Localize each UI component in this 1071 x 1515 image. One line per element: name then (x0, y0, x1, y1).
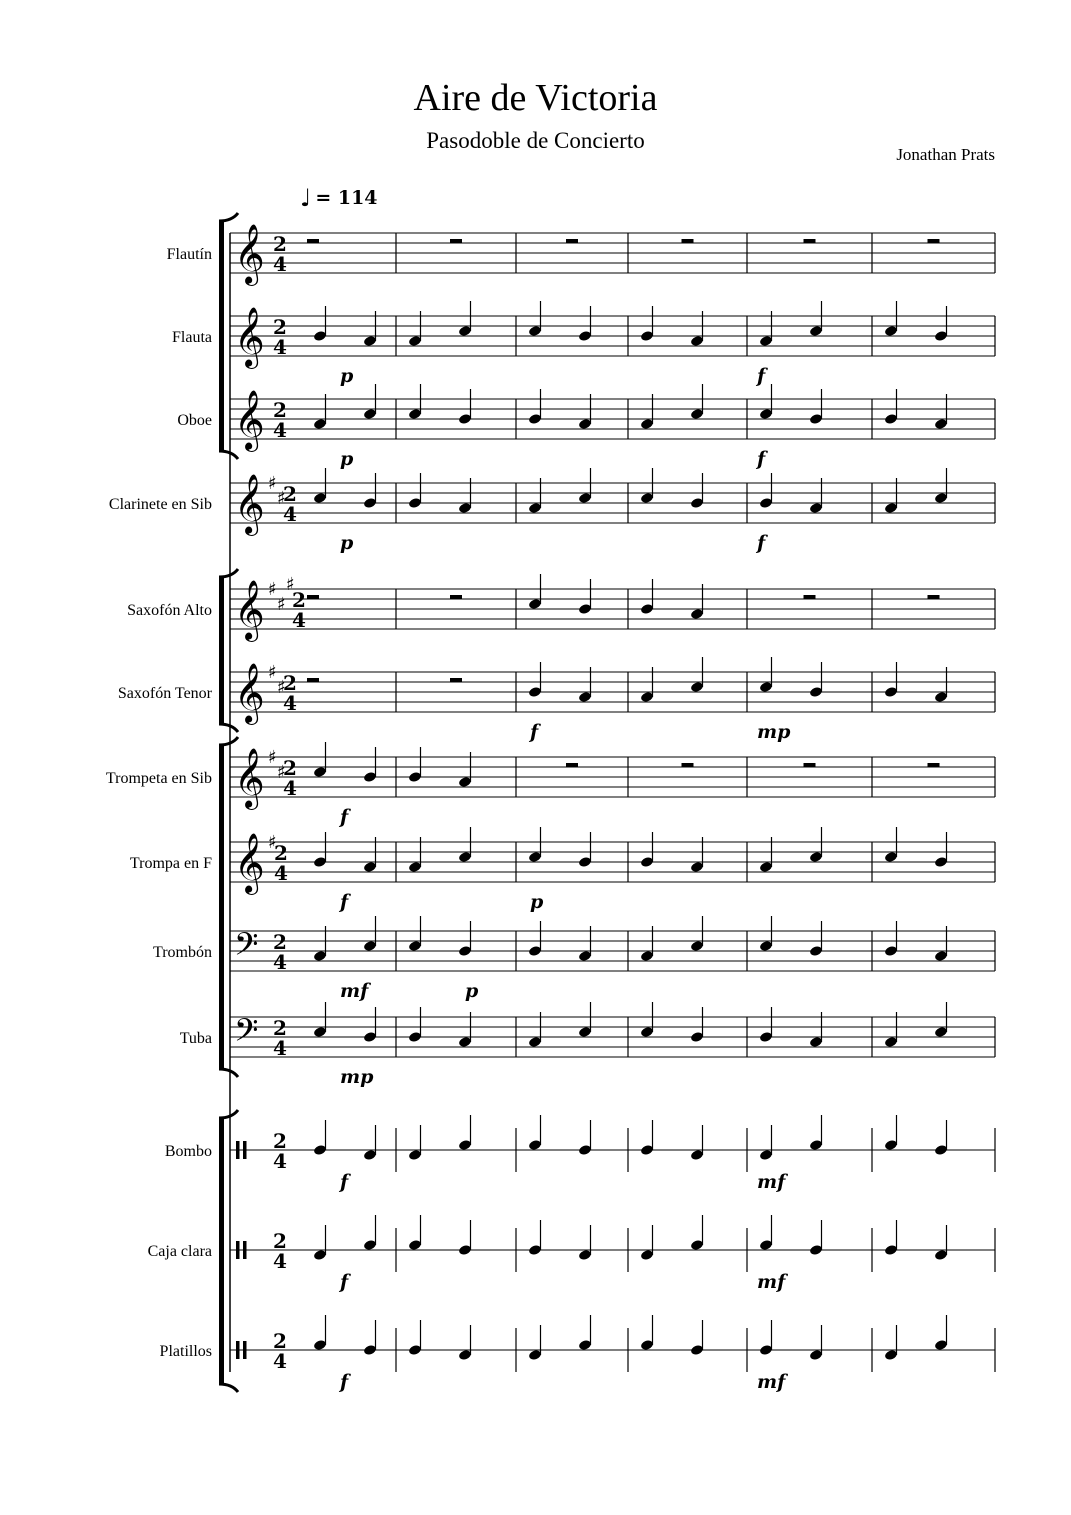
group-bracket (219, 577, 224, 724)
instrument-name: Platillos (159, 1343, 212, 1360)
instrument-name: Trompa en F (129, 855, 212, 872)
instrument-name: Saxofón Tenor (117, 685, 212, 702)
bass-clef-icon: 𝄢 (234, 926, 259, 970)
group-bracket-top (219, 1110, 238, 1118)
group-bracket-bottom (219, 724, 238, 732)
time-signature-denominator: 4 (273, 335, 287, 359)
treble-clef-icon: 𝄞 (234, 224, 265, 284)
treble-clef-icon: 𝄞 (234, 663, 265, 723)
score-title: Aire de Victoria (413, 77, 658, 119)
group-bracket-top (219, 737, 238, 745)
group-bracket-top (219, 213, 238, 221)
rest-icon (804, 763, 816, 767)
staff-2 (172, 301, 995, 387)
dynamic-marking: f (340, 891, 349, 913)
percussion-clef-icon (236, 1241, 240, 1259)
sharp-icon: ♯ (277, 677, 286, 698)
group-bracket-bottom (219, 1069, 238, 1077)
treble-clef-icon: 𝄞 (234, 390, 265, 450)
sharp-icon: ♯ (268, 747, 277, 768)
percussion-clef-icon (236, 1341, 240, 1359)
time-signature-numerator: 2 (292, 588, 306, 612)
treble-clef-icon: 𝄞 (234, 474, 265, 534)
rest-icon (307, 239, 319, 243)
time-signature-numerator: 2 (273, 232, 287, 256)
instrument-name: Flauta (172, 329, 212, 346)
rest-icon (450, 678, 462, 682)
time-signature-numerator: 2 (273, 1016, 287, 1040)
dynamic-marking: mf (757, 1271, 786, 1293)
rest-icon (804, 239, 816, 243)
instrument-name: Saxofón Alto (127, 602, 212, 619)
staff-4 (109, 468, 995, 554)
rest-icon (682, 239, 694, 243)
tempo-value: = 114 (315, 187, 378, 209)
staff-6 (118, 657, 995, 743)
group-bracket-bottom (219, 451, 238, 459)
time-signature-numerator: 2 (283, 482, 297, 506)
instrument-name: Trombón (153, 944, 212, 961)
time-signature-denominator: 4 (283, 502, 297, 526)
time-signature-numerator: 2 (273, 315, 287, 339)
rest-icon (307, 595, 319, 599)
time-signature-numerator: 2 (273, 398, 287, 422)
percussion-clef-icon (243, 1141, 247, 1159)
quarter-note-icon: ♩ (300, 183, 312, 212)
time-signature-numerator: 2 (273, 1229, 287, 1253)
time-signature-numerator: 2 (273, 930, 287, 954)
staff-3 (177, 384, 995, 470)
time-signature-denominator: 4 (283, 776, 297, 800)
sharp-icon: ♯ (268, 473, 277, 494)
time-signature-numerator: 2 (283, 671, 297, 695)
group-bracket-bottom (219, 1384, 238, 1392)
bass-clef-icon: 𝄢 (234, 1012, 259, 1056)
time-signature-denominator: 4 (273, 950, 287, 974)
sharp-icon: ♯ (268, 662, 277, 683)
instrument-name: Clarinete en Sib (108, 496, 212, 513)
group-bracket (219, 745, 224, 1069)
percussion-clef-icon (243, 1241, 247, 1259)
dynamic-marking: mp (757, 721, 791, 743)
treble-clef-icon: 𝄞 (234, 748, 265, 808)
time-signature-denominator: 4 (274, 861, 288, 885)
dynamic-marking: mp (340, 1066, 374, 1088)
percussion-clef-icon (236, 1141, 240, 1159)
staff-1 (167, 224, 995, 286)
time-signature-numerator: 2 (273, 1129, 287, 1153)
dynamic-marking: f (757, 365, 766, 387)
rest-icon (450, 595, 462, 599)
rest-icon (307, 678, 319, 682)
time-signature-denominator: 4 (273, 418, 287, 442)
composer-name: Jonathan Prats (896, 145, 995, 164)
instrument-name: Tuba (179, 1030, 212, 1047)
sharp-icon: ♯ (277, 594, 286, 615)
sharp-icon: ♯ (268, 579, 277, 600)
time-signature-denominator: 4 (292, 608, 306, 632)
dynamic-marking: p (340, 532, 354, 554)
dynamic-marking: mf (340, 980, 369, 1002)
group-bracket (219, 1118, 224, 1384)
rest-icon (928, 595, 940, 599)
instrument-name: Bombo (164, 1143, 212, 1160)
rest-icon (682, 763, 694, 767)
time-signature-denominator: 4 (273, 252, 287, 276)
staff-10 (180, 1002, 995, 1088)
rest-icon (450, 239, 462, 243)
dynamic-marking: f (340, 1271, 349, 1293)
sharp-icon: ♯ (277, 762, 286, 783)
time-signature-numerator: 2 (274, 841, 288, 865)
sharp-icon: ♯ (277, 488, 286, 509)
staff-9 (153, 916, 995, 1002)
dynamic-marking: p (340, 448, 354, 470)
dynamic-marking: f (340, 1171, 349, 1193)
rest-icon (928, 239, 940, 243)
rest-icon (928, 763, 940, 767)
time-signature-denominator: 4 (273, 1149, 287, 1173)
time-signature-denominator: 4 (273, 1036, 287, 1060)
staff-8 (130, 827, 995, 913)
percussion-clef-icon (243, 1341, 247, 1359)
rest-icon (804, 595, 816, 599)
time-signature-numerator: 2 (283, 756, 297, 780)
sharp-icon: ♯ (286, 574, 295, 595)
rest-icon (566, 239, 578, 243)
rest-icon (566, 763, 578, 767)
dynamic-marking: f (530, 721, 539, 743)
staff-7 (106, 742, 995, 828)
staff-5 (127, 574, 995, 642)
dynamic-marking: f (757, 532, 766, 554)
group-bracket (219, 221, 224, 451)
time-signature-denominator: 4 (273, 1349, 287, 1373)
dynamic-marking: mf (757, 1371, 786, 1393)
time-signature-numerator: 2 (273, 1329, 287, 1353)
staff-11 (165, 1115, 995, 1193)
time-signature-denominator: 4 (273, 1249, 287, 1273)
dynamic-marking: p (465, 980, 479, 1002)
instrument-name: Oboe (177, 412, 212, 429)
dynamic-marking: f (340, 1371, 349, 1393)
instrument-name: Caja clara (147, 1243, 212, 1260)
treble-clef-icon: 𝄞 (234, 580, 265, 640)
dynamic-marking: p (340, 365, 354, 387)
time-signature-denominator: 4 (283, 691, 297, 715)
staff-13 (160, 1315, 995, 1393)
group-bracket-top (219, 569, 238, 577)
dynamic-marking: f (757, 448, 766, 470)
dynamic-marking: mf (757, 1171, 786, 1193)
dynamic-marking: p (530, 891, 544, 913)
instrument-name: Flautín (166, 246, 212, 263)
treble-clef-icon: 𝄞 (234, 307, 265, 367)
sharp-icon: ♯ (268, 832, 277, 853)
score-subtitle: Pasodoble de Concierto (426, 128, 645, 153)
dynamic-marking: f (340, 806, 349, 828)
treble-clef-icon: 𝄞 (234, 833, 265, 893)
staff-12 (148, 1215, 995, 1293)
instrument-name: Trompeta en Sib (105, 770, 212, 787)
